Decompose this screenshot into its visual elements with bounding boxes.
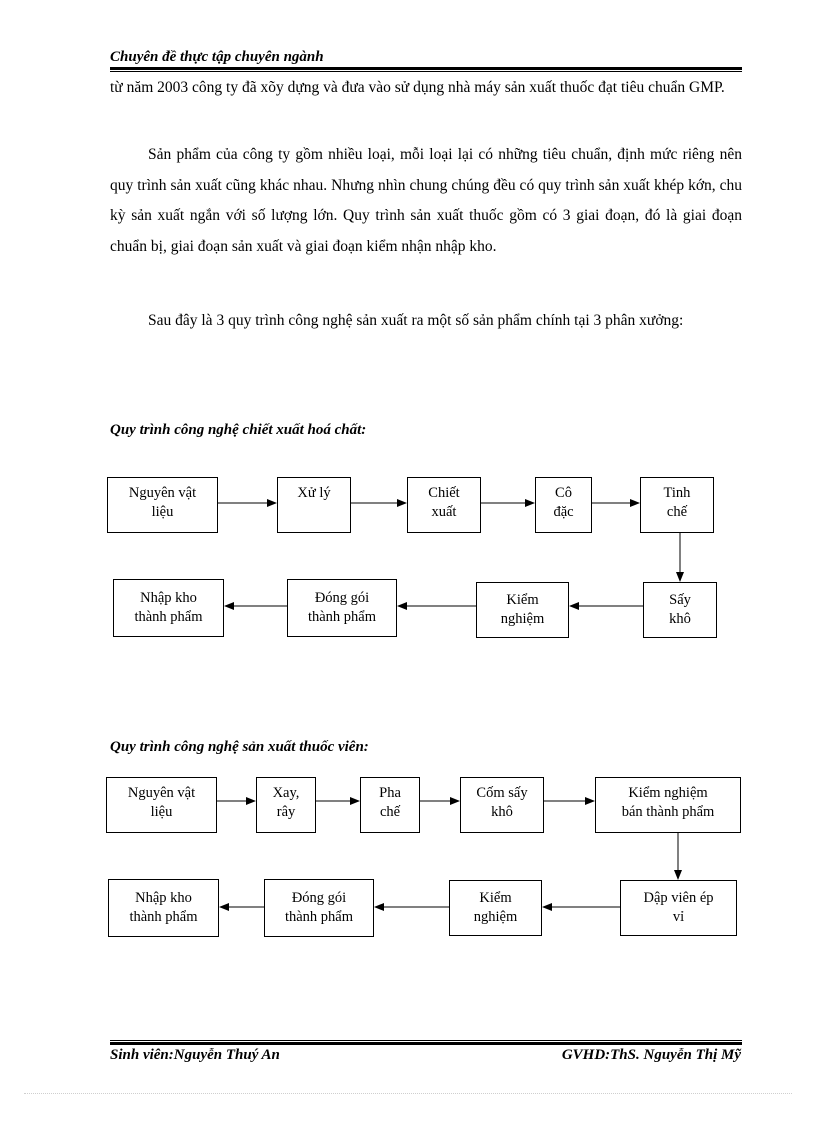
footer-rule-thick (110, 1042, 742, 1045)
process2-step-raw-material: Nguyên vật liệu (106, 777, 217, 833)
paragraph-2: Sản phẩm của công ty gồm nhiều loại, mỗi loại lại có những tiêu chuẩn, định mức riêng nên quy trình sản xuất cũng khác nhau. Nhưng nhìn chung chúng đều có quy trình sản xuất khép kớn, chu kỳ sản xuất ngắn với số lượng lớn. Quy trình sản xuất thuốc gồm có 3 giai đoạn, đó là giai đoạn chuẩn bị, giai đoạn sản xuất và giai đoạn kiểm nhận nhập kho. (110, 146, 742, 255)
process1-step-packaging: Đóng gói thành phẩm (287, 579, 397, 637)
header-title: Chuyên đề thực tập chuyên ngành (110, 49, 324, 65)
process1-title: Quy trình công nghệ chiết xuất hoá chất: (110, 422, 367, 438)
process1-step-refining: Tinh chế (640, 477, 714, 533)
process1-step-drying: Sấy khô (643, 582, 717, 638)
process2-step-mixing: Pha chế (360, 777, 420, 833)
process2-title: Quy trình công nghệ sản xuất thuốc viên: (110, 739, 369, 755)
footer-advisor: GVHD:ThS. Nguyễn Thị Mỹ (561, 1047, 741, 1063)
process2-step-grinding: Xay, rây (256, 777, 316, 833)
process2-step-semi-product-testing: Kiểm nghiệm bán thành phẩm (595, 777, 741, 833)
process2-step-pressing: Dập viên ép vỉ (620, 880, 737, 936)
process2-step-warehouse: Nhập kho thành phẩm (108, 879, 219, 937)
paragraph-3: Sau đây là 3 quy trình công nghệ sản xuất ra một số sản phẩm chính tại 3 phân xưởng: (148, 312, 684, 329)
process1-step-concentration: Cô đặc (535, 477, 592, 533)
footer-student: Sinh viên:Nguyễn Thuý An (110, 1047, 280, 1063)
page-edge (24, 1093, 792, 1094)
process1-step-testing: Kiểm nghiệm (476, 582, 569, 638)
process2-step-granule-drying: Cốm sấy khô (460, 777, 544, 833)
paragraph-1: từ năm 2003 công ty đã xõy dựng và đưa vào sử dụng nhà máy sản xuất thuốc đạt tiêu chuẩn GMP. (110, 79, 725, 96)
process2-step-testing: Kiểm nghiệm (449, 880, 542, 936)
footer-rule-thin (110, 1040, 742, 1041)
process1-step-warehouse: Nhập kho thành phẩm (113, 579, 224, 637)
process2-step-packaging: Đóng gói thành phẩm (264, 879, 374, 937)
process1-step-processing: Xử lý (277, 477, 351, 533)
process1-step-raw-material: Nguyên vật liệu (107, 477, 218, 533)
process1-step-extraction: Chiết xuất (407, 477, 481, 533)
